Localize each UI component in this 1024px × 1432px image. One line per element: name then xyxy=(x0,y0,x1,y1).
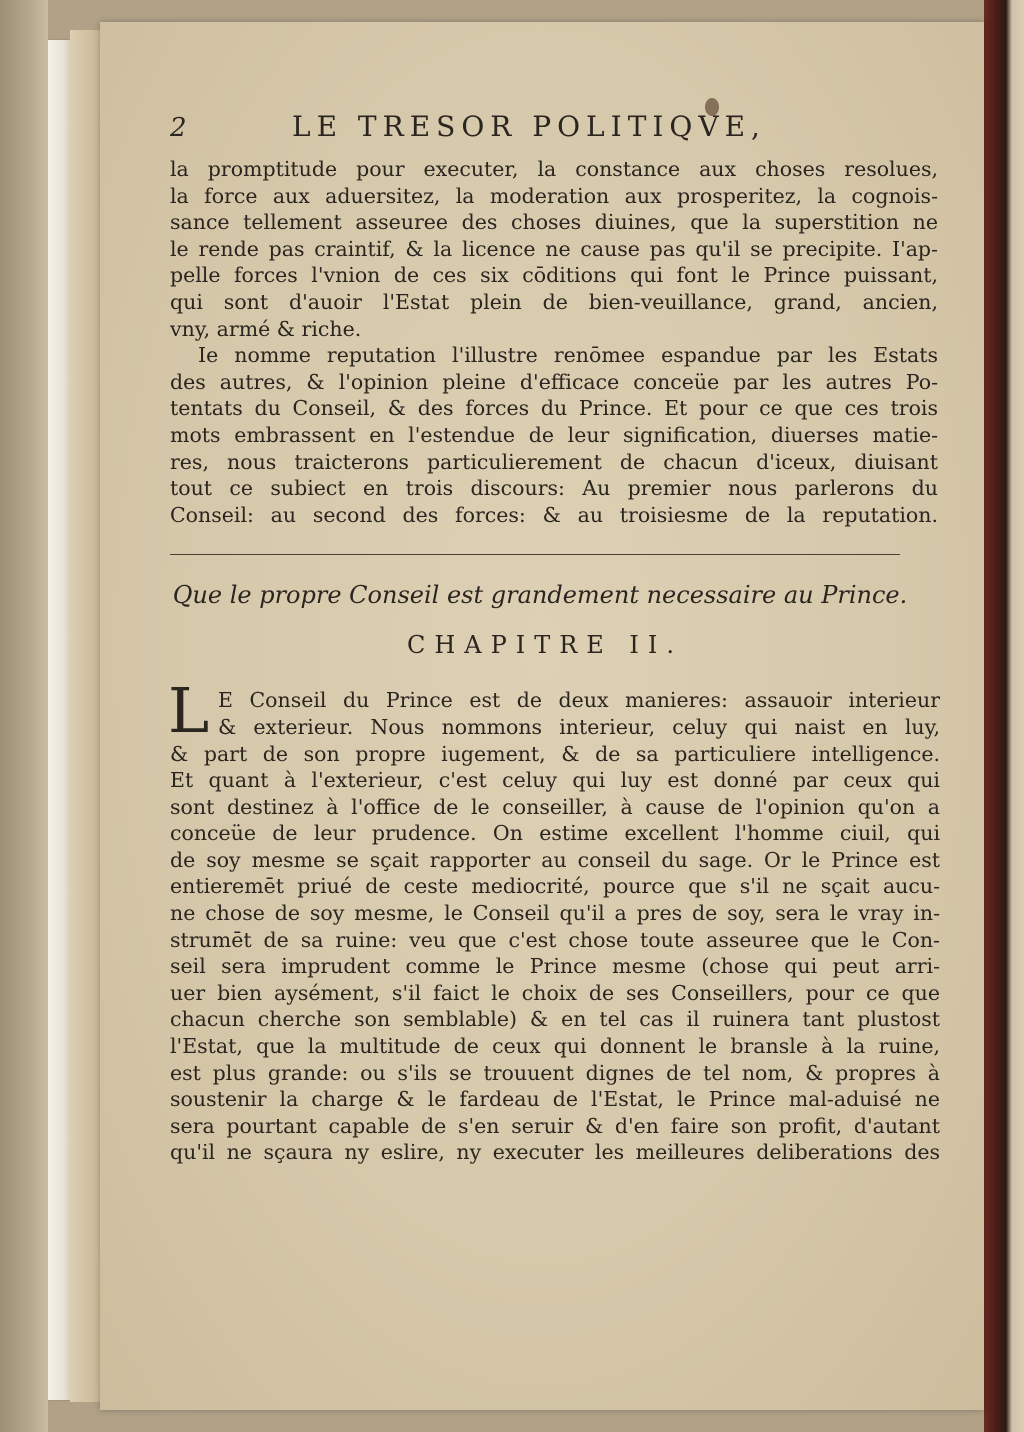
text-line: sont destinez à l'office de le conseiller, à cause de l'opinion qu'on a xyxy=(170,794,940,819)
paragraph-1 xyxy=(170,156,938,342)
text-line: Conseil: au second des forces: & au troisiesme de la reputation. xyxy=(170,502,938,527)
drop-cap-block xyxy=(168,674,940,748)
text-line: Et quant à l'exterieur, c'est celuy qui luy est donné par ceux qui xyxy=(170,768,940,793)
page-number: 2 xyxy=(170,113,187,143)
text-line: le rende pas craintif, & la licence ne cause pas qu'il se precipite. I'ap- xyxy=(170,236,938,261)
text-line: est plus grande: ou s'ils se trouuent dignes de tel nom, & propres à xyxy=(170,1060,940,1085)
chapter-number: CHAPITRE II. xyxy=(406,631,684,660)
text-line: seil sera imprudent comme le Prince mesme (chose qui peut arri- xyxy=(170,954,940,979)
text-line: & part de son propre iugement, & de sa particuliere intelligence. xyxy=(170,741,940,766)
text-line: l'Estat, que la multitude de ceux qui donnent le bransle à la ruine, xyxy=(170,1034,940,1059)
text-line: de soy mesme se sçait rapporter au conseil du sage. Or le Prince est xyxy=(170,847,940,872)
text-line: tentats du Conseil, & des forces du Prince. Et pour ce que ces trois xyxy=(170,396,938,421)
text-line: pelle forces l'vnion de ces six cōditions qui font le Prince puissant, xyxy=(170,263,938,288)
page-stack xyxy=(70,30,102,1402)
text-line: soustenir la charge & le fardeau de l'Estat, le Prince mal-aduisé ne xyxy=(170,1087,940,1112)
text-line: res, nous traicterons particulierement de chacun d'iceux, diuisant xyxy=(170,449,938,474)
adjacent-volume-edge xyxy=(984,0,1024,1432)
text-line: des autres, & l'opinion pleine d'efficace conceüe par les autres Po- xyxy=(170,369,938,394)
text-line: la force aux aduersitez, la moderation aux prosperitez, la cognois- xyxy=(170,183,938,208)
text-line: qui sont d'auoir l'Estat plein de bien-veuillance, grand, ancien, xyxy=(170,289,938,314)
text-line: sance tellement asseuree des choses diuines, que la superstition ne xyxy=(170,210,938,235)
section-divider xyxy=(170,554,900,555)
text-line: strumēt de sa ruine: veu que c'est chose toute asseuree que le Con- xyxy=(170,927,940,952)
chapter-body xyxy=(168,674,940,1166)
page-fore-edge xyxy=(48,40,70,1400)
running-title: LE TRESOR POLITIQVE, xyxy=(292,110,766,143)
text-line: sera pourtant capable de s'en seruir & d'en faire son profit, d'autant xyxy=(170,1113,940,1138)
text-line: entieremēt priué de ceste mediocrité, pource que s'il ne sçait aucu- xyxy=(170,874,940,899)
book-binding-edge xyxy=(0,0,48,1432)
text-line: tout ce subiect en trois discours: Au premier nous parlerons du xyxy=(170,476,938,501)
text-line: conceüe de leur prudence. On estime excellent l'homme ciuil, qui xyxy=(170,821,940,846)
paragraph-2 xyxy=(170,342,938,528)
running-head xyxy=(170,110,938,156)
chapter-heading: Que le propre Conseil est grandement necessaire au Prince. xyxy=(172,581,908,610)
text-line: Ie nomme reputation l'illustre renōmee espandue par les Estats xyxy=(198,343,938,368)
text-line: chacun cherche son semblable) & en tel cas il ruinera tant plustost xyxy=(170,1007,940,1032)
text-line: vny, armé & riche. xyxy=(170,316,362,341)
text-line: qu'il ne sçaura ny eslire, ny executer les meilleures deliberations des xyxy=(170,1140,940,1165)
text-line: la promptitude pour executer, la constance aux choses resolues, xyxy=(170,157,938,181)
text-line: E Conseil du Prince est de deux manieres: assauoir interieur xyxy=(218,688,940,713)
drop-cap: L xyxy=(168,674,210,748)
text-line: ne chose de soy mesme, le Conseil qu'il a pres de soy, sera le vray in- xyxy=(170,901,940,926)
page-text-block xyxy=(170,110,938,1166)
text-line: mots embrassent en l'estendue de leur signification, diuerses matie- xyxy=(170,422,938,447)
text-line: & exterieur. Nous nommons interieur, celuy qui naist en luy, xyxy=(218,714,940,739)
text-line: uer bien aysément, s'il faict le choix de ses Conseillers, pour ce que xyxy=(170,980,940,1005)
